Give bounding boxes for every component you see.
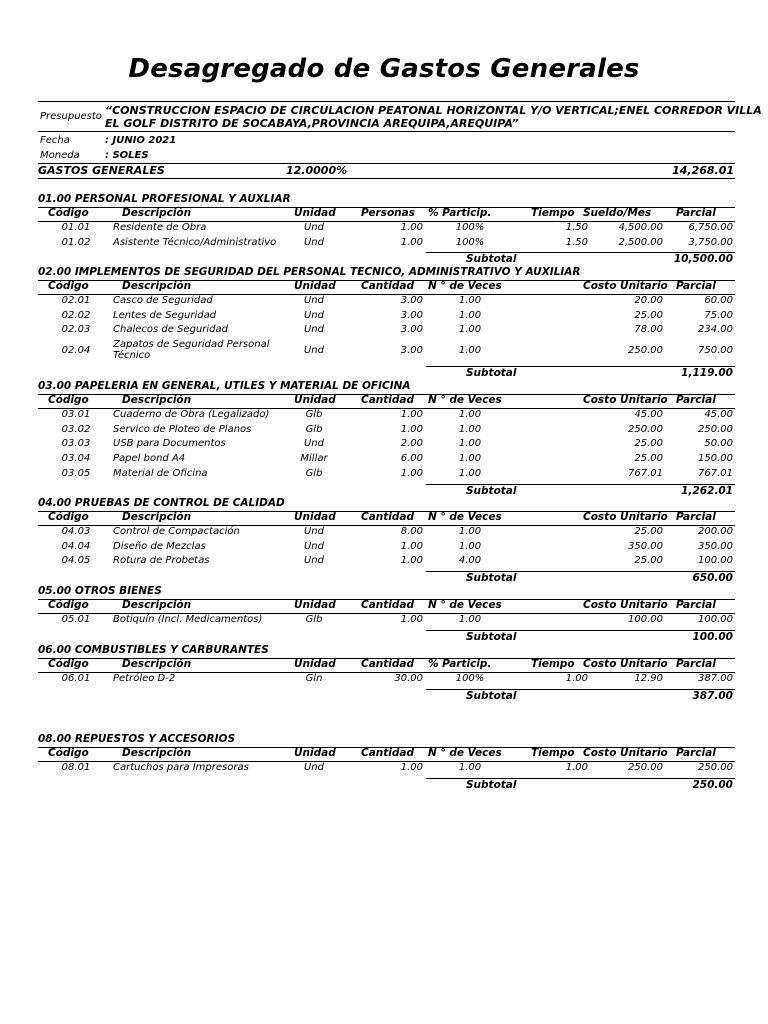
header-unidad: Unidad <box>294 207 336 219</box>
header-cantidad: Cantidad <box>361 511 415 523</box>
cell-codigo: 06.01 <box>61 673 91 684</box>
cell-descripcion: Residente de Obra <box>113 222 207 233</box>
cell-descripcion: Lentes de Seguridad <box>113 309 217 321</box>
cell-cantidad: 1.00 <box>400 409 423 420</box>
cell-veces: 100% <box>455 222 485 233</box>
table-row <box>38 237 735 252</box>
cell-parcial: 60.00 <box>704 295 733 306</box>
header-cantidad: Cantidad <box>361 599 415 611</box>
header-tiempo: Tiempo <box>531 747 575 759</box>
subtotal-label: Subtotal <box>466 253 517 266</box>
header-descripcion: Descripción <box>122 599 192 611</box>
cell-codigo: 02.02 <box>61 309 91 321</box>
cell-costo: 45.00 <box>634 409 663 420</box>
cell-unidad: Und <box>303 222 324 233</box>
cell-unidad: Glb <box>305 467 323 479</box>
cell-unidad: Und <box>303 345 324 357</box>
page-title: Desagregado de Gastos Generales <box>128 54 640 84</box>
subtotal-label: Subtotal <box>466 630 517 643</box>
fecha-label: Fecha <box>40 135 70 146</box>
cell-cantidad: 30.00 <box>394 673 423 684</box>
cell-unidad: Und <box>303 555 324 567</box>
cell-unidad: Und <box>303 236 324 248</box>
table-header <box>38 599 735 614</box>
subtotal-label: Subtotal <box>466 778 517 791</box>
cell-veces: 100% <box>455 236 485 248</box>
cell-veces: 1.00 <box>458 295 482 306</box>
cell-unidad: Glb <box>305 614 323 625</box>
header-parcial: Parcial <box>676 658 716 670</box>
header-unidad: Unidad <box>294 394 336 406</box>
cell-parcial: 100.00 <box>698 555 733 567</box>
header-cantidad: Personas <box>361 207 415 219</box>
cell-veces: 1.00 <box>458 614 482 625</box>
header-parcial: Parcial <box>676 280 716 292</box>
table-row <box>38 555 735 570</box>
cell-codigo: 04.03 <box>61 526 91 537</box>
header-descripcion: Descripción <box>122 747 192 759</box>
section-title: 05.00 OTROS BIENES <box>38 585 162 597</box>
cell-descripcion: Cuaderno de Obra (Legalizado) <box>113 409 270 420</box>
header-codigo: Código <box>48 280 89 292</box>
cell-descripcion: Asistente Técnico/Administrativo <box>113 236 277 248</box>
subtotal-value: 250.00 <box>692 778 733 791</box>
subtotal-label: Subtotal <box>466 689 517 702</box>
header-cantidad: Cantidad <box>361 747 415 759</box>
cell-codigo: 02.03 <box>61 324 91 336</box>
gastos-generales-total: 14,268.01 <box>672 164 734 177</box>
table-row <box>38 409 735 424</box>
presupuesto-label: Presupuesto <box>40 111 102 122</box>
header-descripcion: Descripción <box>122 207 192 219</box>
cell-descripcion: Servico de Ploteo de Planos <box>113 423 252 435</box>
cell-cantidad: 1.00 <box>400 222 423 233</box>
cell-descripcion: Papel bond A4 <box>113 453 186 465</box>
cell-veces: 1.00 <box>458 309 482 321</box>
table-row <box>38 222 735 237</box>
cell-parcial: 250.00 <box>698 423 733 435</box>
cell-descripcion: Chalecos de Seguridad <box>113 324 228 336</box>
subtotal-value: 1,119.00 <box>681 367 733 380</box>
cell-parcial: 100.00 <box>698 614 733 625</box>
cell-codigo: 03.01 <box>61 409 91 420</box>
header-veces: % Particip. <box>428 207 492 219</box>
header-unidad: Unidad <box>294 599 336 611</box>
presupuesto-line-2: EL GOLF DISTRITO DE SOCABAYA,PROVINCIA AREQUIPA,AREQUIPA” <box>105 117 519 130</box>
header-top-rule <box>38 101 735 102</box>
subtotal-row <box>38 778 735 791</box>
section-title: 06.00 COMBUSTIBLES Y CARBURANTES <box>38 644 269 656</box>
cell-veces: 1.00 <box>458 345 482 357</box>
table-row <box>38 295 735 310</box>
cell-cantidad: 1.00 <box>400 540 423 552</box>
table-row <box>38 762 735 777</box>
header-descripcion: Descripción <box>122 394 192 406</box>
cell-unidad: Gln <box>305 673 323 684</box>
cell-descripcion: Casco de Seguridad <box>113 295 213 306</box>
cell-cantidad: 1.00 <box>400 423 423 435</box>
cell-costo: 12.90 <box>634 673 663 684</box>
cell-veces: 1.00 <box>458 438 482 450</box>
cell-cantidad: 2.00 <box>400 438 423 450</box>
cell-costo: 2,500.00 <box>618 236 663 248</box>
cell-parcial: 50.00 <box>704 438 733 450</box>
gastos-bottom-rule <box>38 178 735 179</box>
cell-veces: 1.00 <box>458 540 482 552</box>
cell-descripcion: USB para Documentos <box>113 438 226 450</box>
moneda-value: : SOLES <box>105 150 149 161</box>
presupuesto-line-1: “CONSTRUCCION ESPACIO DE CIRCULACION PEATONAL HORIZONTAL Y/O VERTICAL;ENEL CORREDOR VILLA <box>105 104 762 117</box>
header-codigo: Código <box>48 747 89 759</box>
cell-tiempo: 1.00 <box>565 762 588 773</box>
subtotal-label: Subtotal <box>466 572 517 585</box>
cell-parcial: 200.00 <box>698 526 733 537</box>
cell-descripcion: Zapatos de Seguridad Personal Técnico <box>113 339 270 362</box>
header-costo: Costo Unitario <box>583 599 668 611</box>
cell-descripcion: Petróleo D-2 <box>113 673 176 684</box>
cell-parcial: 6,750.00 <box>688 222 733 233</box>
cell-cantidad: 3.00 <box>400 309 423 321</box>
cell-codigo: 01.02 <box>61 236 91 248</box>
cell-costo: 25.00 <box>634 453 663 465</box>
cell-codigo: 03.04 <box>61 453 91 465</box>
table-row <box>38 673 735 688</box>
cell-parcial: 150.00 <box>698 453 733 465</box>
cell-parcial: 75.00 <box>704 309 733 321</box>
section-title: 01.00 PERSONAL PROFESIONAL Y AUXLIAR <box>38 193 291 205</box>
header-costo: Costo Unitario <box>583 511 668 523</box>
cell-cantidad: 6.00 <box>400 453 423 465</box>
cell-parcial: 45.00 <box>704 409 733 420</box>
cell-descripcion: Diseño de Mezclas <box>113 540 206 552</box>
cell-unidad: Und <box>303 309 324 321</box>
header-veces: N ° de Veces <box>428 511 502 523</box>
table-row <box>38 424 735 439</box>
header-cantidad: Cantidad <box>361 280 415 292</box>
cell-descripcion: Rotura de Probetas <box>113 555 210 567</box>
cell-tiempo: 1.50 <box>565 236 588 248</box>
header-codigo: Código <box>48 394 89 406</box>
table-row <box>38 614 735 629</box>
cell-tiempo: 1.50 <box>565 222 588 233</box>
cell-costo: 25.00 <box>634 438 663 450</box>
cell-parcial: 234.00 <box>698 324 733 336</box>
gastos-generales-percent: 12.0000% <box>286 164 348 177</box>
subtotal-row <box>38 252 735 265</box>
moneda-label: Moneda <box>40 150 80 161</box>
header-codigo: Código <box>48 599 89 611</box>
header-veces: N ° de Veces <box>428 599 502 611</box>
cell-veces: 1.00 <box>458 423 482 435</box>
header-unidad: Unidad <box>294 511 336 523</box>
table-header <box>38 747 735 762</box>
cell-codigo: 05.01 <box>61 614 91 625</box>
cell-costo: 250.00 <box>628 762 663 773</box>
cell-costo: 20.00 <box>634 295 663 306</box>
subtotal-label: Subtotal <box>466 484 517 497</box>
cell-costo: 767.01 <box>628 467 663 479</box>
fecha-value: : JUNIO 2021 <box>105 135 177 146</box>
cell-codigo: 03.03 <box>61 438 91 450</box>
cell-cantidad: 1.00 <box>400 614 423 625</box>
header-descripcion: Descripción <box>122 511 192 523</box>
subtotal-row <box>38 630 735 643</box>
cell-codigo: 03.02 <box>61 423 91 435</box>
cell-descripcion: Cartuchos para Impresoras <box>113 762 249 773</box>
cell-parcial: 3,750.00 <box>688 236 733 248</box>
table-header <box>38 658 735 673</box>
section-title: 04.00 PRUEBAS DE CONTROL DE CALIDAD <box>38 497 285 509</box>
header-cantidad: Cantidad <box>361 658 415 670</box>
cell-cantidad: 1.00 <box>400 762 423 773</box>
header-costo: Costo Unitario <box>583 747 668 759</box>
cell-descripcion: Material de Oficina <box>113 467 208 479</box>
header-codigo: Código <box>48 658 89 670</box>
header-tiempo: Tiempo <box>531 207 575 219</box>
cell-costo: 100.00 <box>628 614 663 625</box>
cell-codigo: 04.05 <box>61 555 91 567</box>
cell-unidad: Millar <box>300 453 328 465</box>
header-parcial: Parcial <box>676 511 716 523</box>
cell-veces: 4.00 <box>458 555 482 567</box>
cell-parcial: 767.01 <box>698 467 733 479</box>
cell-costo: 250.00 <box>628 423 663 435</box>
cell-parcial: 387.00 <box>698 673 733 684</box>
cell-costo: 25.00 <box>634 555 663 567</box>
cell-cantidad: 3.00 <box>400 324 423 336</box>
cell-unidad: Glb <box>305 409 323 420</box>
cell-descripcion: Botiquín (Incl. Medicamentos) <box>113 614 263 625</box>
subtotal-value: 100.00 <box>692 630 733 643</box>
table-header <box>38 207 735 222</box>
header-tiempo: Tiempo <box>531 658 575 670</box>
cell-parcial: 350.00 <box>698 540 733 552</box>
cell-costo: 78.00 <box>634 324 663 336</box>
cell-cantidad: 1.00 <box>400 467 423 479</box>
header-veces: N ° de Veces <box>428 280 502 292</box>
table-row <box>38 453 735 468</box>
header-veces: N ° de Veces <box>428 394 502 406</box>
cell-cantidad: 1.00 <box>400 236 423 248</box>
header-codigo: Código <box>48 207 89 219</box>
cell-unidad: Und <box>303 438 324 450</box>
cell-veces: 100% <box>455 673 485 684</box>
header-veces: N ° de Veces <box>428 747 502 759</box>
cell-parcial: 750.00 <box>698 345 733 357</box>
header-parcial: Parcial <box>676 599 716 611</box>
table-header <box>38 394 735 409</box>
subtotal-row <box>38 571 735 584</box>
header-costo: Costo Unitario <box>583 658 668 670</box>
header-unidad: Unidad <box>294 747 336 759</box>
cell-veces: 1.00 <box>458 467 482 479</box>
table-row <box>38 468 735 483</box>
cell-codigo: 03.05 <box>61 467 91 479</box>
header-codigo: Código <box>48 511 89 523</box>
section-title: 02.00 IMPLEMENTOS DE SEGURIDAD DEL PERSONAL TECNICO, ADMINISTRATIVO Y AUXILIAR <box>38 266 581 278</box>
table-row <box>38 541 735 556</box>
cell-veces: 1.00 <box>458 409 482 420</box>
cell-codigo: 04.04 <box>61 540 91 552</box>
subtotal-value: 387.00 <box>692 689 733 702</box>
cell-unidad: Und <box>303 762 324 773</box>
gastos-generales-label: GASTOS GENERALES <box>38 164 165 177</box>
table-header <box>38 280 735 295</box>
header-descripcion: Descripción <box>122 280 192 292</box>
header-unidad: Unidad <box>294 658 336 670</box>
subtotal-value: 650.00 <box>692 572 733 585</box>
subtotal-row <box>38 484 735 497</box>
cell-cantidad: 3.00 <box>400 295 423 306</box>
cell-cantidad: 3.00 <box>400 345 423 357</box>
cell-costo: 4,500.00 <box>618 222 663 233</box>
table-row <box>38 438 735 453</box>
cell-codigo: 01.01 <box>61 222 91 233</box>
subtotal-row <box>38 689 735 702</box>
table-row <box>38 526 735 541</box>
cell-unidad: Glb <box>305 423 323 435</box>
presupuesto-rule <box>38 131 735 132</box>
header-costo: Costo Unitario <box>583 280 668 292</box>
cell-descripcion: Control de Compactación <box>113 526 240 537</box>
cell-unidad: Und <box>303 324 324 336</box>
header-cantidad: Cantidad <box>361 394 415 406</box>
table-row <box>38 310 735 325</box>
header-parcial: Parcial <box>676 394 716 406</box>
table-row <box>38 324 735 339</box>
cell-codigo: 02.01 <box>61 295 91 306</box>
cell-tiempo: 1.00 <box>565 673 588 684</box>
cell-veces: 1.00 <box>458 762 482 773</box>
header-descripcion: Descripción <box>122 658 192 670</box>
header-parcial: Parcial <box>676 747 716 759</box>
cell-costo: 25.00 <box>634 309 663 321</box>
header-unidad: Unidad <box>294 280 336 292</box>
cell-unidad: Und <box>303 295 324 306</box>
cell-cantidad: 8.00 <box>400 526 423 537</box>
cell-veces: 1.00 <box>458 324 482 336</box>
subtotal-row <box>38 366 735 379</box>
cell-costo: 350.00 <box>628 540 663 552</box>
header-costo: Costo Unitario <box>583 394 668 406</box>
cell-unidad: Und <box>303 540 324 552</box>
section-title: 03.00 PAPELERIA EN GENERAL, UTILES Y MATERIAL DE OFICINA <box>38 380 411 392</box>
section-title: 08.00 REPUESTOS Y ACCESORIOS <box>38 733 236 745</box>
cell-veces: 1.00 <box>458 453 482 465</box>
header-veces: % Particip. <box>428 658 492 670</box>
cell-parcial: 250.00 <box>698 762 733 773</box>
cell-costo: 250.00 <box>628 345 663 357</box>
subtotal-value: 1,262.01 <box>681 484 733 497</box>
cell-veces: 1.00 <box>458 526 482 537</box>
header-costo: Sueldo/Mes <box>583 207 652 219</box>
subtotal-label: Subtotal <box>466 367 517 380</box>
table-header <box>38 511 735 526</box>
subtotal-value: 10,500.00 <box>673 253 733 266</box>
cell-codigo: 02.04 <box>61 345 91 357</box>
cell-costo: 25.00 <box>634 526 663 537</box>
cell-unidad: Und <box>303 526 324 537</box>
header-parcial: Parcial <box>676 207 716 219</box>
cell-codigo: 08.01 <box>61 762 91 773</box>
table-row <box>38 339 735 363</box>
cell-cantidad: 1.00 <box>400 555 423 567</box>
